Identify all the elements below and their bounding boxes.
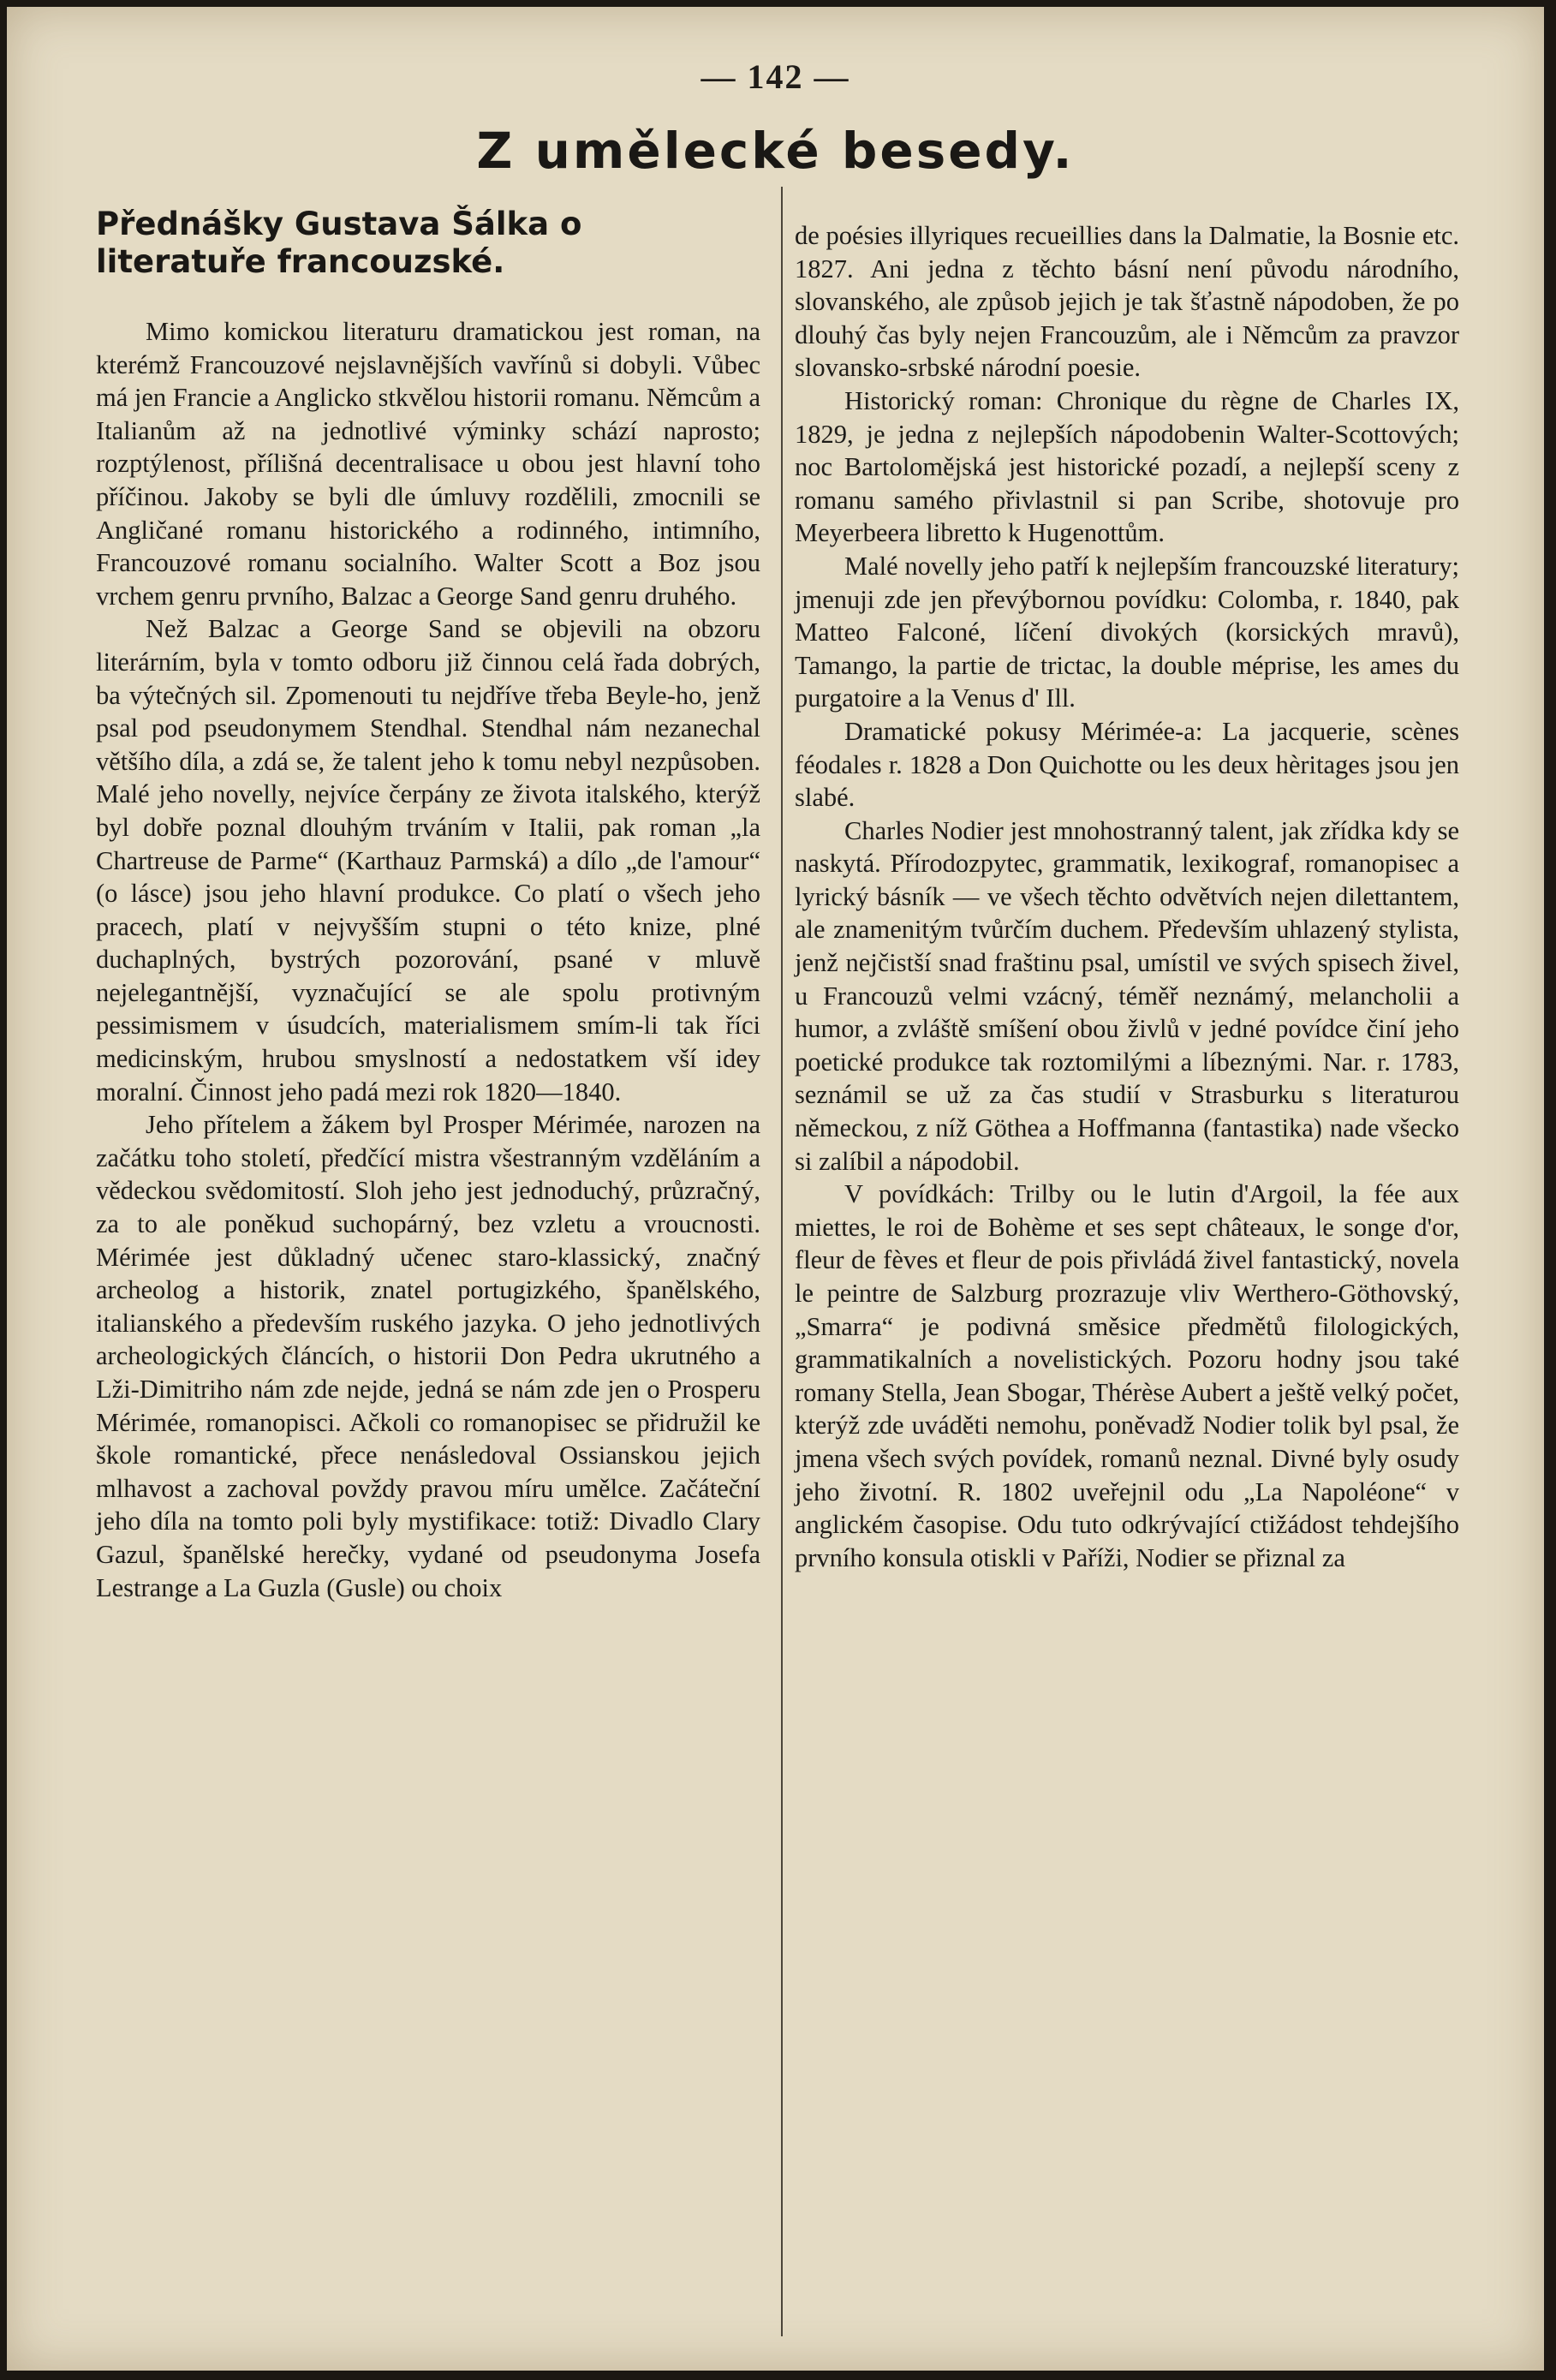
page bbox=[7, 7, 1544, 2371]
paragraph: Mimo komickou literaturu dramatickou jest roman, na kterémž Francouzové nejslavnějších vavřínů si dobyli. Vůbec má jen Francie a Anglicko stkvělou historii romanu. Němcům a Italianům až na jednotlivé výminky schází naprosto; rozptýlenost, přílišná decentralisace u obou jest hlavní toho příčinou. Jakoby se byli dle úmluvy rozdělili, zmocnili se Angličané romanu historického a rodinného, intimního, Francouzové romanu socialního. Walter Scott a Boz jsou vrchem genru prvního, Balzac a George Sand genru druhého. bbox=[96, 317, 760, 611]
paragraph: Dramatické pokusy Mérimée-a: La jacquerie, scènes féodales r. 1828 a Don Quichotte ou les deux hèritages jsou jen slabé. bbox=[795, 716, 1459, 813]
paragraph: Historický roman: Chronique du règne de Charles IX, 1829, je jedna z nejlepších nápodobenin Walter-Scottových; noc Bartolomějská jest historické pozadí, a nejlepší sceny z romanu samého přivlastnil si pan Scribe, shotovuje pro Meyerbeera libretto k Hugenottům. bbox=[795, 385, 1459, 548]
page-number: — 142 — bbox=[700, 57, 850, 96]
paragraph: Charles Nodier jest mnohostranný talent, jak zřídka kdy se naskytá. Přírodozpytec, grammatik, lexikograf, romanopisec a lyrický básník — ve všech těchto odvětvích nejen dilettantem, ale znamenitým tvůrčím duchem. Především uhlazený stylista, jenž nejčistší snad fraštinu psal, umístil ve svých spisech živel, u Francouzů velmi vzácný, téměř neznámý, melancholii a humor, a zvláště smíšení obou živlů v jedné povídce činí jeho poetické produkce tak roztomilými a líbeznými. Nar. r. 1783, seznámil se už za čas studií v Strasburku s literaturou německou, z níž Göthea a Hoffmanna (fantastika) nade všecko si zalíbil a nápodobil. bbox=[795, 815, 1459, 1176]
article-heading: Přednášky Gustava Šálka o literatuře francouzské. bbox=[96, 206, 582, 280]
column-divider bbox=[781, 187, 783, 2336]
right-column bbox=[795, 219, 1459, 1574]
left-column bbox=[96, 206, 760, 1604]
paragraph: Jeho přítelem a žákem byl Prosper Mérimée, narozen na začátku toho století, předčící mistra všestranným vzděláním a vědeckou svědomitostí. Sloh jeho jest jednoduchý, průzračný, za to ale poněkud suchopárný, bez vzletu a vroucnosti. Mérimée jest důkladný učenec staro-klassický, značný archeolog a historik, znatel portugizkého, španělského, italianského a především ruského jazyka. O jeho jednotlivých archeologických článcích, o historii Don Pedra ukrutného a Lži-Dimitriho nám zde nejde, jedná se nám zde jen o Prosperu Mérimée, romanopisci. Ačkoli co romanopisec se přidružil ke škole romantické, přece nenásledoval Ossianskou jejich mlhavost a zachoval povždy pravou míru umělce. Začáteční jeho díla na tomto poli byly mystifikace: totiž: Divadlo Clary Gazul, španělské herečky, vydané od pseudonyma Josefa Lestrange a La Guzla (Gusle) ou choix bbox=[96, 1110, 760, 1602]
paragraph: V povídkách: Trilby ou le lutin d'Argoil, la fée aux miettes, le roi de Bohème et ses sept châteaux, le songe d'or, fleur de fèves et fleur de pois přivládá živel fantastický, novela le peintre de Salzburg prozrazuje vliv Werthero-Göthovský, „Smarra“ je podivná směsice předmětů filologických, grammatikalních a novelistických. Pozoru hodny jsou také romany Stella, Jean Sbogar, Thérèse Aubert a ještě velký počet, kterýž zde uváděti nemohu, poněvadž Nodier tolik byl psal, že jmena všech svých povídek, romanů neznal. Divné byly osudy jeho životní. R. 1802 uveřejnil odu „La Napoléone“ v anglickém časopise. Odu tuto odkrývající ctižádost tehdejšího prvního konsula otiskli v Paříži, Nodier se přiznal za bbox=[795, 1179, 1459, 1572]
paragraph: Než Balzac a George Sand se objevili na obzoru literárním, byla v tomto odboru již činnou celá řada dobrých, ba výtečných sil. Zpomenouti tu nejdříve třeba Beyle-ho, jenž psal pod pseudonymem Stendhal. Stendhal nám nezanechal většího díla, a zdá se, že talent jeho k tomu nebyl nezpůsoben. Malé jeho novelly, nejvíce čerpány ze života italského, kterýž byl dobře poznal dlouhým trváním v Italii, pak roman „la Chartreuse de Parme“ (Karthauz Parmská) a dílo „de l'amour“ (o lásce) jsou jeho hlavní produkce. Co platí o všech jeho pracech, platí v nejvyšším stupni o této knize, plné duchaplných, bystrých pozorování, psané v mluvě nejelegantnější, vyznačující se ale spolu protivným pessimismem v úsudcích, materialismem smím-li tak říci medicinským, hrubou smyslností a nedostatkem vší idey moralní. Činnost jeho padá mezi rok 1820—1840. bbox=[96, 614, 760, 1106]
paragraph: Malé novelly jeho patří k nejlepším francouzské literatury; jmenuji zde jen převýbornou povídku: Colomba, r. 1840, pak Matteo Falconé, líčení divokých (korsických mravů), Tamango, la partie de trictac, la double méprise, les ames du purgatoire a la Venus d' Ill. bbox=[795, 551, 1459, 713]
paragraph: de poésies illyriques recueillies dans la Dalmatie, la Bosnie etc. 1827. Ani jedna z těchto básní není původu národního, slovanského, ale způsob jejich je tak šťastně nápodoben, že po dlouhý čas byly nejen Francouzům, ale i Němcům za pravzor slovansko-srbské národní poesie. bbox=[795, 221, 1459, 383]
section-title: Z umělecké besedy. bbox=[476, 122, 1075, 180]
